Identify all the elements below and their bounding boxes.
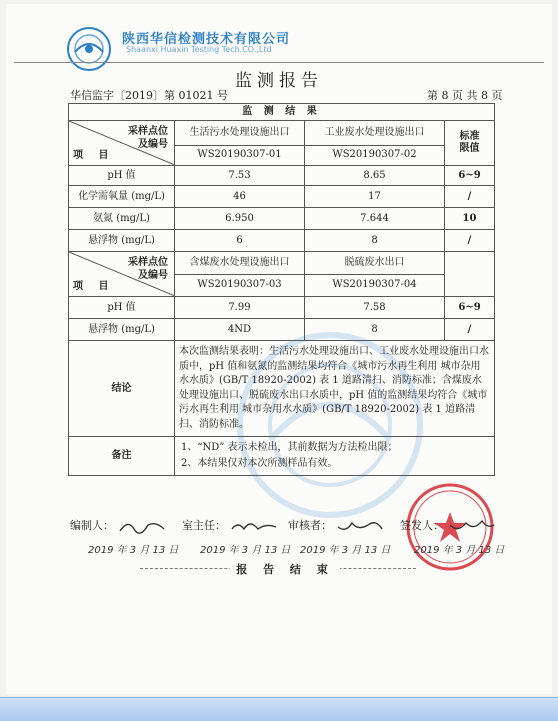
- value-cell: 7.53: [175, 166, 305, 186]
- editor-signature-icon: [118, 517, 166, 535]
- value-cell: 17: [305, 186, 445, 208]
- point-name: 脱硫废水出口: [305, 252, 445, 275]
- sample-code: WS20190307-03: [175, 274, 305, 297]
- editor-label: 编制人：: [70, 519, 114, 532]
- item-name: 氨氮 (mg/L): [69, 208, 175, 230]
- header-sampling-point: 采样点位 及编号: [128, 126, 168, 150]
- standard-header: 标准 限值: [445, 121, 495, 166]
- remark-line: 2、本结果仅对本次所测样品有效。: [181, 458, 338, 469]
- standard-blank: [445, 252, 495, 297]
- viewer-bottom-bar: [0, 697, 558, 721]
- standard-cell: 6~9: [445, 297, 495, 319]
- value-cell: 6: [175, 230, 305, 252]
- editor-signature-row: [70, 517, 166, 535]
- director-date: 2019 年 3 月 13 日: [200, 545, 291, 556]
- reviewer-signature-row: [288, 517, 384, 535]
- header-item: 项 目: [73, 150, 115, 161]
- issuer-signature-row: [400, 517, 496, 535]
- reviewer-date: 2019 年 3 月 13 日: [300, 545, 391, 556]
- item-name: 化学需氧量 (mg/L): [69, 186, 175, 208]
- header-sampling-point: 采样点位 及编号: [128, 257, 168, 281]
- company-name: 陕西华信检测技术有限公司: [122, 32, 291, 47]
- issuer-date: 2019 年 3 月 13 日: [414, 545, 505, 556]
- standard-cell: /: [445, 319, 495, 341]
- point-name: 含煤废水处理设施出口: [175, 252, 305, 275]
- value-cell: 7.644: [305, 208, 445, 230]
- value-cell: 7.99: [175, 297, 305, 319]
- conclusion-text: 本次监测结果表明：生活污水处理设施出口、工业废水处理设施出口水质中，pH 值和氨氮的监测结果均符合《城市污水再生利用 城市杂用水水质》(GB/T 18920-2002) 表 1 道路清扫、消防标准；含煤废水处理设施出口、脱硫废水出口水质中，pH 值的监测结果均符合《城市污水再生利用 城市杂用水水质》(GB/T 18920-2002) 表 1 道路清扫、消防标准。: [175, 341, 495, 437]
- value-cell: 8.65: [305, 166, 445, 186]
- value-cell: 8: [305, 230, 445, 252]
- issuer-label: 签发人：: [400, 519, 444, 532]
- standard-cell: /: [445, 230, 495, 252]
- conclusion-label: 结论: [69, 341, 175, 437]
- remark-line: 1、“ND” 表示未检出，其前数据为方法检出限；: [181, 442, 398, 453]
- item-name: pH 值: [69, 297, 175, 319]
- value-cell: 46: [175, 186, 305, 208]
- value-cell: 7.58: [305, 297, 445, 319]
- value-cell: 8: [305, 319, 445, 341]
- point-name: 工业废水处理设施出口: [305, 121, 445, 146]
- header-diagonal-cell: [69, 252, 175, 297]
- item-name: pH 值: [69, 166, 175, 186]
- director-label: 室主任：: [182, 519, 226, 532]
- results-table: [68, 103, 495, 476]
- value-cell: 6.950: [175, 208, 305, 230]
- sample-code: WS20190307-04: [305, 274, 445, 297]
- company-name-english: Shaanxi Huaxin Testing Tech.CO.,Ltd: [126, 45, 272, 54]
- reviewer-label: 审核者：: [288, 519, 332, 532]
- editor-date: 2019 年 3 月 13 日: [88, 545, 179, 556]
- document-number: 华信监字〔2019〕第 01021 号: [70, 89, 228, 102]
- report-end: 报 告 结 束: [230, 561, 340, 577]
- report-title: 监测报告: [235, 71, 323, 91]
- header-item: 项 目: [73, 281, 115, 292]
- remarks-label: 备注: [69, 437, 175, 476]
- sample-code: WS20190307-02: [305, 145, 445, 165]
- reviewer-signature-icon: [336, 517, 384, 535]
- item-name: 悬浮物 (mg/L): [69, 319, 175, 341]
- standard-cell: 6~9: [445, 166, 495, 186]
- section-title: 监 测 结 果: [69, 104, 495, 121]
- director-signature-row: [182, 517, 278, 535]
- header-diagonal-cell: [69, 121, 175, 166]
- director-signature-icon: [230, 517, 278, 535]
- point-name: 生活污水处理设施出口: [175, 121, 305, 146]
- remarks-text: [175, 437, 495, 476]
- header-divider: [14, 62, 544, 63]
- value-cell: 4ND: [175, 319, 305, 341]
- standard-cell: /: [445, 186, 495, 208]
- page-number: 第 8 页 共 8 页: [427, 89, 503, 102]
- standard-cell: 10: [445, 208, 495, 230]
- issuer-signature-icon: [448, 517, 496, 535]
- item-name: 悬浮物 (mg/L): [69, 230, 175, 252]
- sample-code: WS20190307-01: [175, 145, 305, 165]
